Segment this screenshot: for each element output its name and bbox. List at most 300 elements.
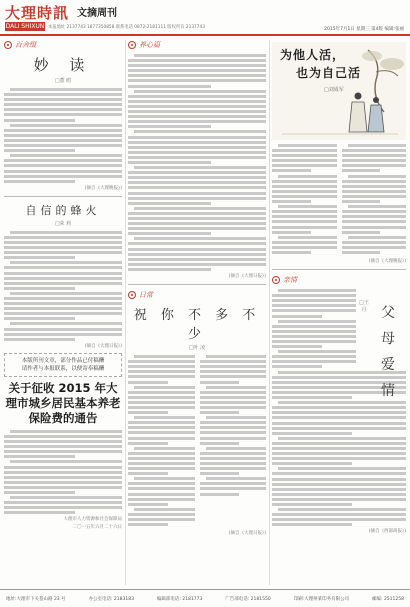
text-line: [272, 304, 356, 307]
text-line: [272, 215, 337, 218]
text-line: [128, 115, 266, 118]
text-line: [134, 386, 195, 389]
text-line: [128, 110, 266, 113]
text-line: [200, 472, 240, 475]
text-line: [4, 93, 122, 96]
text-line: [10, 231, 122, 234]
text-line: [200, 381, 240, 384]
text-line: [342, 246, 407, 249]
text-line: [278, 350, 356, 353]
text-line: [128, 411, 168, 414]
column-divider: [269, 40, 270, 585]
text-line: [128, 360, 195, 363]
text-line: [272, 355, 356, 358]
text-line: [200, 401, 267, 404]
text-line: [200, 431, 267, 434]
article-body-two-col: [128, 355, 266, 528]
text-line: [128, 381, 168, 384]
text-line: [4, 307, 122, 310]
text-line: [128, 406, 195, 409]
text-line: [128, 263, 266, 266]
divider: [272, 269, 406, 270]
text-line: [134, 447, 195, 450]
editorial-notice: [4, 353, 122, 377]
text-line: [128, 401, 195, 404]
text-line: [134, 54, 266, 57]
text-line: [4, 113, 122, 116]
text-line: [4, 103, 122, 106]
footer-address: 地址:大理市下关苍山路 23 号: [6, 596, 66, 602]
section-header: [272, 275, 406, 285]
text-line: [128, 452, 195, 455]
text-line: [128, 197, 266, 200]
article-source: (摘自《大理日报》): [228, 531, 266, 537]
text-line: [342, 180, 407, 183]
text-line: [4, 139, 122, 142]
text-line: [272, 442, 406, 445]
text-line: [128, 467, 195, 470]
text-line: [128, 171, 266, 174]
text-line: [134, 508, 195, 511]
text-line: [272, 309, 356, 312]
text-line: [272, 432, 352, 435]
text-line: [278, 289, 356, 292]
text-line: [272, 345, 322, 348]
text-line: [128, 186, 266, 189]
text-line: [342, 220, 407, 223]
text-line: [272, 180, 337, 183]
text-line: [278, 508, 406, 511]
text-line: [278, 236, 337, 239]
text-line: [4, 466, 122, 469]
text-line: [278, 467, 406, 470]
vertical-article-byline: □王 月: [359, 300, 369, 313]
text-line: [10, 496, 122, 499]
text-line: [272, 462, 352, 465]
text-line: [272, 488, 406, 491]
text-line: [128, 105, 266, 108]
text-line: [342, 226, 407, 229]
text-line: [272, 406, 406, 409]
text-line: [4, 236, 122, 239]
feature-title-line: 也为自己活: [296, 66, 362, 80]
article-byline: □荣 莉: [54, 220, 72, 227]
text-line: [128, 518, 195, 521]
text-line: [128, 202, 211, 205]
feature-title-line: 为他人活，: [280, 48, 346, 62]
section-badge-icon: [128, 291, 136, 299]
text-line: [342, 241, 407, 244]
column-divider: [125, 40, 126, 585]
feature-title: [280, 46, 361, 82]
text-line: [128, 431, 195, 434]
text-line: [206, 416, 267, 419]
footer-postcode: 邮编: 2511258: [372, 596, 404, 602]
text-line: [134, 237, 266, 240]
text-line: [272, 340, 356, 343]
text-line: [128, 146, 266, 149]
text-line: [4, 180, 75, 183]
article-body: [272, 144, 337, 256]
text-line: [4, 256, 75, 259]
text-line: [128, 513, 195, 516]
text-line: [128, 487, 195, 490]
section-header: [4, 40, 122, 50]
text-line: [272, 493, 406, 496]
text-line: [128, 222, 266, 225]
text-line: [200, 360, 267, 363]
text-line: [348, 236, 407, 239]
divider: [128, 284, 266, 285]
text-line: [272, 422, 406, 425]
text-line: [4, 272, 122, 275]
text-line: [272, 452, 406, 455]
text-line: [10, 292, 122, 295]
text-line: [272, 365, 322, 368]
vertical-title-char: 父: [381, 305, 395, 321]
text-line: [200, 487, 267, 490]
text-line: [342, 185, 407, 188]
vertical-title-char: 爱: [381, 357, 395, 373]
text-line: [342, 195, 407, 198]
text-line: [128, 232, 211, 235]
section-header: [128, 290, 266, 300]
vertical-article-title: [374, 300, 402, 404]
text-line: [128, 442, 168, 445]
text-line: [128, 176, 266, 179]
text-line: [128, 151, 266, 154]
text-line: [128, 120, 266, 123]
text-line: [272, 169, 311, 172]
text-line: [342, 159, 407, 162]
text-line: [134, 355, 195, 358]
text-line: [128, 437, 195, 440]
text-line: [342, 154, 407, 157]
feature-illustration: [272, 42, 406, 140]
text-line: [128, 268, 211, 271]
text-line: [128, 161, 211, 164]
text-line: [278, 175, 337, 178]
text-line: [4, 445, 122, 448]
text-line: [4, 108, 122, 111]
text-line: [272, 195, 337, 198]
text-line: [128, 253, 266, 256]
text-line: [128, 472, 168, 475]
text-line: [272, 190, 337, 193]
text-line: [272, 200, 311, 203]
text-line: [272, 246, 337, 249]
text-line: [128, 125, 211, 128]
text-line: [10, 430, 122, 433]
text-line: [4, 338, 75, 341]
text-line: [4, 287, 75, 290]
text-line: [272, 294, 356, 297]
text-line: [128, 74, 266, 77]
text-line: [10, 322, 122, 325]
text-line: [342, 190, 407, 193]
text-line: [128, 370, 195, 373]
article-source: (摘自《西部商报》): [368, 529, 406, 535]
text-line: [128, 498, 195, 501]
text-line: [206, 477, 267, 480]
text-line: [272, 210, 337, 213]
text-line: [272, 427, 406, 430]
text-line: [4, 476, 122, 479]
article-byline: □叶 凌: [188, 345, 206, 352]
text-line: [206, 386, 267, 389]
text-line: [272, 154, 337, 157]
text-line: [272, 523, 352, 526]
text-line: [278, 144, 337, 147]
text-line: [206, 447, 267, 450]
article-byline: □董 鸥: [54, 78, 72, 84]
article-body: [200, 355, 267, 528]
text-line: [4, 277, 122, 280]
text-line: [272, 457, 406, 460]
text-line: [272, 231, 311, 234]
text-line: [128, 523, 168, 526]
text-line: [342, 149, 407, 152]
text-line: [272, 518, 406, 521]
text-line: [4, 251, 122, 254]
text-line: [348, 175, 407, 178]
text-line: [128, 69, 266, 72]
text-line: [4, 282, 122, 285]
text-line: [272, 251, 311, 254]
text-line: [128, 141, 266, 144]
footer-editorial-phone: 编辑部电话: 2181773: [156, 596, 203, 602]
article-source: (摘自《大理日报》): [84, 343, 122, 349]
text-line: [272, 185, 337, 188]
text-line: [10, 154, 122, 157]
text-line: [128, 258, 266, 261]
text-line: [200, 437, 267, 440]
text-line: [272, 503, 352, 506]
text-line: [200, 452, 267, 455]
section-label: 养心篇: [139, 41, 160, 49]
footer-office-phone: 办公室电话: 2183183: [88, 596, 134, 602]
text-line: [272, 335, 356, 338]
text-line: [272, 159, 337, 162]
article-title: 祝 你 不 多 不 少: [133, 308, 261, 343]
text-line: [10, 88, 122, 91]
text-line: [4, 149, 75, 152]
footer-ads-phone: 广告部电话: 2181550: [225, 596, 271, 602]
text-line: [342, 251, 381, 254]
text-line: [128, 95, 266, 98]
text-line: [200, 365, 267, 368]
text-line: [4, 129, 122, 132]
text-line: [342, 169, 381, 172]
text-line: [10, 124, 122, 127]
text-line: [200, 493, 240, 496]
text-line: [134, 477, 195, 480]
article-body: [4, 88, 122, 183]
article-body: [4, 231, 122, 341]
text-line: [272, 513, 406, 516]
text-line: [4, 164, 122, 167]
section-label: 亲情: [283, 276, 297, 285]
text-line: [4, 450, 122, 453]
text-line: [4, 333, 122, 336]
article-body: [128, 54, 266, 271]
text-line: [4, 98, 122, 101]
text-line: [4, 297, 122, 300]
article-source: (摘自《大理晚报》): [84, 185, 122, 191]
text-line: [200, 482, 267, 485]
text-line: [128, 391, 195, 394]
text-line: [4, 471, 122, 474]
text-line: [134, 416, 195, 419]
text-line: [128, 503, 168, 506]
text-line: [128, 493, 195, 496]
masthead-meta: 本报地址 2137743 1877350858 联系电话 0872-2181111 版权所有 2137743: [48, 25, 205, 30]
section-badge-icon: [4, 41, 12, 49]
article-source: (摘自《大理日报》): [228, 274, 266, 280]
text-line: [342, 210, 407, 213]
text-line: [272, 220, 337, 223]
text-line: [4, 302, 122, 305]
text-line: [128, 136, 266, 139]
text-line: [272, 478, 406, 481]
text-line: [272, 396, 352, 399]
text-line: [10, 460, 122, 463]
text-line: [128, 156, 266, 159]
text-line: [272, 447, 406, 450]
text-line: [128, 426, 195, 429]
text-line: [200, 406, 267, 409]
announcement-title: 关于征收 2015 年大理市城乡居民基本养老保险费的通告: [5, 380, 121, 425]
text-line: [4, 481, 122, 484]
text-line: [342, 215, 407, 218]
text-line: [4, 455, 75, 458]
newspaper-logo: 大理時訊: [5, 4, 70, 22]
text-line: [128, 227, 266, 230]
divider: [4, 196, 122, 197]
vertical-title-char: 情: [381, 383, 395, 399]
article-body: [272, 289, 356, 368]
text-line: [128, 212, 266, 215]
text-line: [200, 375, 267, 378]
text-line: [348, 205, 407, 208]
text-line: [4, 501, 122, 504]
article-body: [128, 355, 195, 528]
supplement-title: 文摘周刊: [77, 8, 117, 19]
text-line: [128, 85, 211, 88]
text-line: [4, 317, 75, 320]
text-line: [272, 416, 406, 419]
text-line: [200, 442, 240, 445]
text-line: [128, 181, 266, 184]
text-line: [128, 462, 195, 465]
text-line: [128, 248, 266, 251]
article-source: (摘自《大理晚报》): [368, 259, 406, 265]
text-line: [4, 312, 122, 315]
section-badge-icon: [128, 41, 136, 49]
text-line: [134, 207, 266, 210]
text-line: [272, 299, 356, 302]
text-line: [272, 164, 337, 167]
text-line: [128, 100, 266, 103]
text-line: [128, 482, 195, 485]
text-line: [272, 149, 337, 152]
text-line: [128, 242, 266, 245]
text-line: [4, 134, 122, 137]
announcement-date: 二〇一五年六月二十六日: [72, 525, 122, 531]
section-badge-icon: [272, 276, 280, 284]
text-line: [272, 315, 322, 318]
text-line: [272, 498, 406, 501]
text-line: [200, 457, 267, 460]
text-line: [272, 472, 406, 475]
text-line: [278, 437, 406, 440]
column-right: [272, 40, 406, 538]
issue-date: 2015年7月1日 星期三 第4版 编辑:张丽: [324, 27, 404, 32]
text-line: [134, 90, 266, 93]
text-line: [348, 144, 407, 147]
text-line: [200, 411, 240, 414]
text-line: [4, 246, 122, 249]
text-line: [272, 360, 356, 363]
column-left: [4, 40, 122, 534]
text-line: [128, 421, 195, 424]
column-middle: [128, 40, 266, 540]
text-line: [4, 506, 122, 509]
text-line: [200, 396, 267, 399]
text-line: [206, 355, 267, 358]
text-line: [272, 330, 356, 333]
text-line: [342, 200, 381, 203]
announcement-signature: 大理市人力资源和社会保障局: [63, 517, 122, 523]
text-line: [278, 320, 356, 323]
text-line: [200, 426, 267, 429]
text-line: [4, 241, 122, 244]
text-line: [200, 370, 267, 373]
vertical-title-char: 母: [381, 331, 395, 347]
section-label: 百舍缀: [15, 41, 36, 49]
footer-printer: 印刷:大理州某印务有限公司: [293, 596, 350, 602]
text-line: [128, 396, 195, 399]
announcement-body: [4, 430, 122, 515]
section-header: [128, 40, 266, 50]
article-title: 自信的蜂火: [25, 203, 101, 217]
text-line: [272, 325, 356, 328]
text-line: [134, 166, 266, 169]
text-line: [342, 231, 381, 234]
text-line: [134, 130, 266, 133]
masthead: [0, 0, 410, 36]
text-line: [128, 375, 195, 378]
article-body: [342, 144, 407, 256]
text-line: [128, 457, 195, 460]
text-line: [4, 170, 122, 173]
text-line: [10, 261, 122, 264]
text-line: [4, 491, 75, 494]
text-line: [4, 435, 122, 438]
text-line: [200, 391, 267, 394]
text-line: [4, 119, 75, 122]
text-line: [128, 64, 266, 67]
text-line: [200, 462, 267, 465]
section-label: 日常: [139, 291, 153, 300]
text-line: [4, 159, 122, 162]
text-line: [342, 164, 407, 167]
text-line: [4, 266, 122, 269]
article-title: 妙 读: [33, 56, 93, 74]
text-line: [4, 175, 122, 178]
text-line: [4, 486, 122, 489]
text-line: [200, 467, 267, 470]
